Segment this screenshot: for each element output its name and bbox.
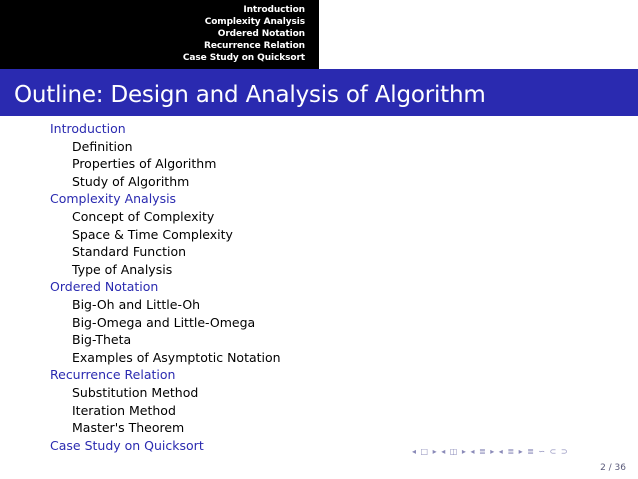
outline-item[interactable]: Definition [72,138,133,154]
outline-item[interactable]: Big-Oh and Little-Oh [72,296,201,312]
outline-item[interactable]: Big-Omega and Little-Omega [72,314,256,330]
outline-section-complexity-analysis[interactable]: Complexity Analysis [50,191,177,207]
outline-item[interactable]: Standard Function [72,244,187,260]
outline-item[interactable]: Concept of Complexity [72,208,215,224]
outline-section-case-study[interactable]: Case Study on Quicksort [50,437,204,453]
outline-item[interactable]: Iteration Method [72,402,176,418]
header-bar [0,0,638,69]
page-title: Outline: Design and Analysis of Algorithm [14,82,486,108]
outline-item[interactable]: Examples of Asymptotic Notation [72,349,281,365]
outline-section-introduction[interactable]: Introduction [50,121,126,136]
outline-item[interactable]: Study of Algorithm [72,173,190,189]
page-number: 2 / 36 [600,463,626,473]
outline-item[interactable]: Master's Theorem [72,420,185,436]
section-navigation [183,4,305,64]
outline-item[interactable]: Type of Analysis [72,261,173,277]
beamer-navigation-symbols[interactable]: ◂ □ ▸ ◂ ◫ ▸ ◂ ≣ ▸ ◂ ≣ ▸ ≣ ∽ ⊂ ⊃ [412,447,569,456]
nav-item-case-study[interactable]: Case Study on Quicksort [182,53,305,63]
outline-item[interactable]: Properties of Algorithm [72,156,217,172]
nav-item-recurrence-relation[interactable]: Recurrence Relation [203,41,305,51]
outline-item[interactable]: Big-Theta [72,332,132,348]
outline-section-ordered-notation[interactable]: Ordered Notation [50,279,159,295]
outline-item[interactable]: Space & Time Complexity [72,226,233,242]
outline-list [0,120,638,454]
nav-item-ordered-notation[interactable]: Ordered Notation [217,29,305,39]
nav-item-introduction[interactable]: Introduction [243,5,305,15]
nav-item-complexity-analysis[interactable]: Complexity Analysis [204,17,305,27]
header-nav-panel [0,0,319,69]
frame-title-bar [0,69,638,116]
outline-item[interactable]: Substitution Method [72,384,199,400]
header-right-panel [319,0,638,69]
outline-section-recurrence-relation[interactable]: Recurrence Relation [50,367,176,383]
